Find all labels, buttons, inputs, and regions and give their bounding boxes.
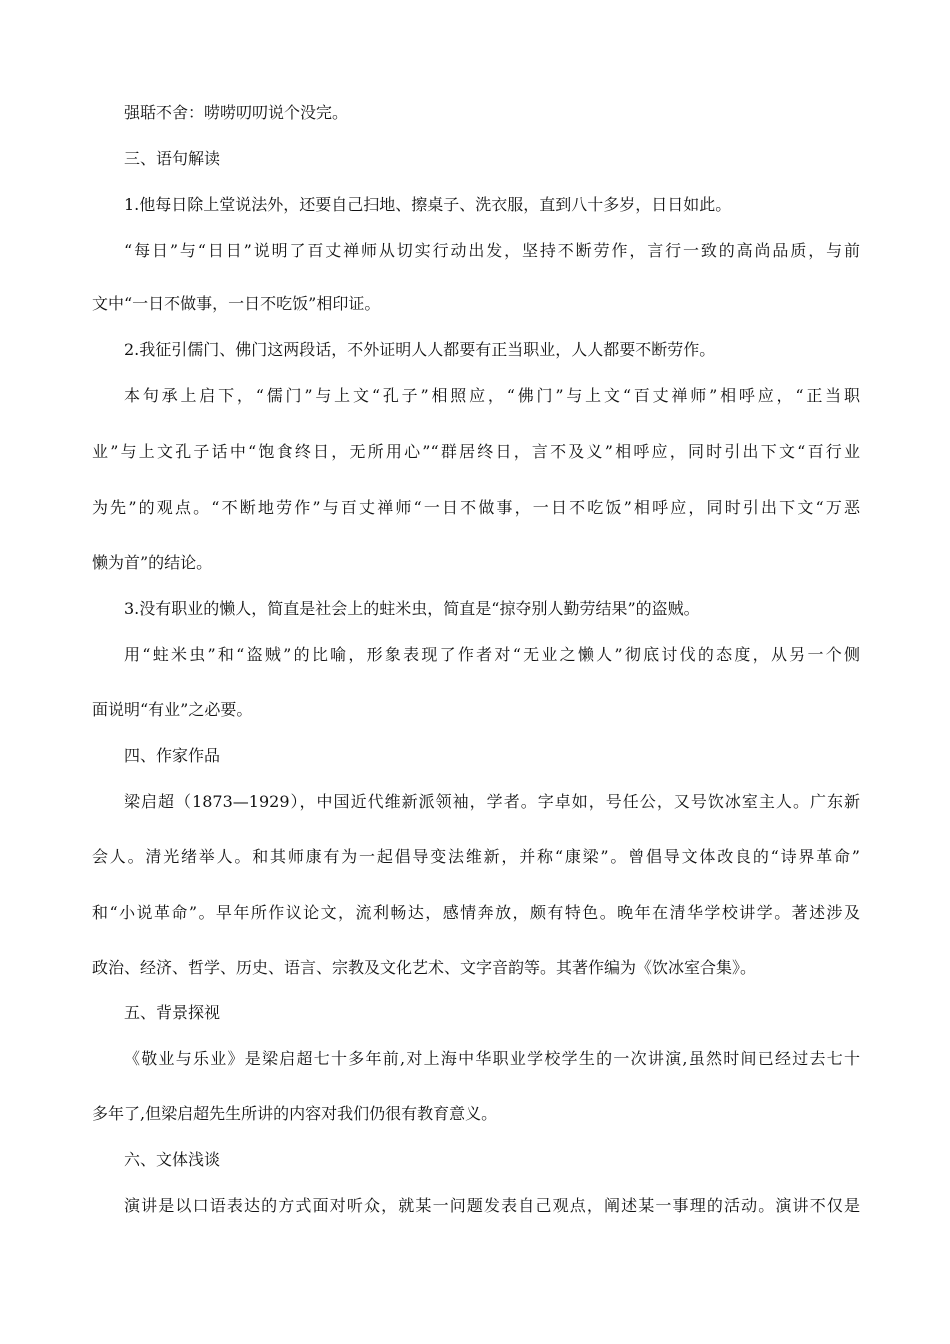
text-line: 演讲是以口语表达的方式面对听众，就某一问题发表自己观点，阐述某一事理的活动。演讲不仅是 [124, 1196, 860, 1215]
text-line: 为先”的观点。“不断地劳作”与百丈禅师“一日不做事，一日不吃饭”相呼应，同时引出下文“万恶 [92, 498, 860, 517]
text-line: 用“蛀米虫”和“盗贼”的比喻，形象表现了作者对“无业之懒人”彻底讨伐的态度，从另一个侧 [124, 645, 860, 664]
section-heading: 六、文体浅谈 [124, 1150, 221, 1169]
text-line: 梁启超（1873—1929），中国近代维新派领袖，学者。字卓如，号任公，又号饮冰室主人。广东新 [124, 792, 860, 811]
text-line: 和“小说革命”。早年所作议论文，流利畅达，感情奔放，颇有特色。晚年在清华学校讲学。著述涉及 [92, 903, 860, 922]
text-line: 文中“一日不做事，一日不吃饭”相印证。 [92, 294, 381, 313]
text-line: 政治、经济、哲学、历史、语言、宗教及文化艺术、文字音韵等。其著作编为《饮冰室合集》。 [92, 958, 757, 977]
text-line: 《敬业与乐业》是梁启超七十多年前,对上海中华职业学校学生的一次讲演,虽然时间已经过去七十 [124, 1049, 860, 1068]
text-line: 本句承上启下，“儒门”与上文“孔子”相照应，“佛门”与上文“百丈禅师”相呼应，“正当职 [124, 386, 860, 405]
text-line: 3.没有职业的懒人，简直是社会上的蛀米虫，简直是“掠夺别人勤劳结果”的盗贼。 [124, 599, 700, 618]
section-heading: 四、作家作品 [124, 746, 221, 765]
text-line: “每日”与“日日”说明了百丈禅师从切实行动出发，坚持不断劳作，言行一致的高尚品质，与前 [124, 241, 860, 260]
section-heading: 五、背景探视 [124, 1003, 221, 1022]
text-line: 业”与上文孔子话中“饱食终日，无所用心”“群居终日，言不及义”相呼应，同时引出下文“百行业 [92, 442, 860, 461]
text-line: 会人。清光绪举人。和其师康有为一起倡导变法维新，并称“康梁”。曾倡导文体改良的“诗界革命” [92, 847, 860, 866]
text-line: 面说明“有业”之必要。 [92, 700, 253, 719]
text-line: 懒为首”的结论。 [92, 553, 213, 572]
section-heading: 三、语句解读 [124, 149, 221, 168]
text-line: 强聒不舍：唠唠叨叨说个没完。 [124, 103, 349, 122]
text-line: 2.我征引儒门、佛门这两段话，不外证明人人都要有正当职业，人人都要不断劳作。 [124, 340, 716, 359]
text-line: 多年了,但梁启超先生所讲的内容对我们仍很有教育意义。 [92, 1104, 498, 1123]
text-line: 1.他每日除上堂说法外，还要自己扫地、擦桌子、洗衣服，直到八十多岁，日日如此。 [124, 195, 732, 214]
